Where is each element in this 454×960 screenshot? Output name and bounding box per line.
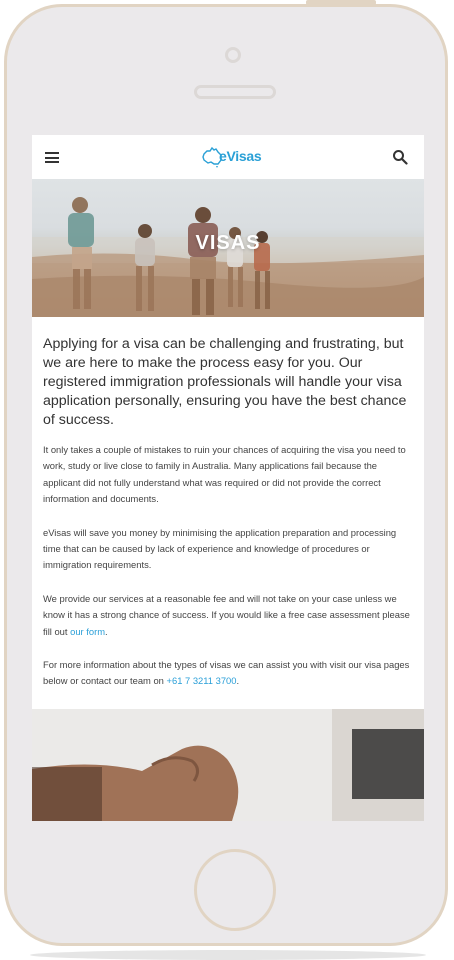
menu-icon[interactable] [45, 152, 59, 163]
phone-home-button[interactable] [194, 849, 276, 931]
paragraph-services [43, 591, 415, 640]
handshake-image [32, 709, 424, 821]
phone-link[interactable]: +61 7 3211 3700 [166, 675, 237, 687]
paragraph-services-text: We provide our services at a reasonable fee and will not take on your case unless we know it has a strong chance of success. If you would like a free case assessment please fill out [43, 592, 410, 637]
site-logo[interactable] [200, 144, 260, 170]
logo-text: eVisas [219, 148, 262, 164]
phone-speaker [194, 85, 276, 99]
hero-title: VISAS [195, 232, 261, 254]
intro-text: Applying for a visa can be challenging and frustrating, but we are here to make the process easy for you. Our registered immigration professionals will handle your visa application personally, ensuring you have the best chance of success. [43, 336, 407, 428]
form-link[interactable]: our form [70, 625, 106, 637]
paragraph-mistakes: It only takes a couple of mistakes to ruin your chances of acquiring the visa you need to work, study or live close to family in Australia. Many applications fail because the applicant did not fully understand what was required or did not provide the correct information and documents. [43, 444, 406, 505]
paragraph-services-end: . [105, 625, 108, 637]
paragraph-savings: eVisas will save you money by minimising the application preparation and processing time that can be caused by lack of experience and knowledge of procedures or immigration requirements. [43, 526, 397, 571]
phone-screen [32, 135, 424, 821]
paragraph-contact-end: . [236, 675, 240, 687]
paragraph-contact-text: For more information about the types of visas we can assist you with visit our visa pages below or contact our team on [43, 659, 410, 687]
site-header [32, 135, 424, 179]
phone-shadow [30, 950, 426, 960]
phone-camera [225, 47, 241, 63]
paragraph-contact [43, 657, 415, 690]
bottom-image [32, 709, 424, 821]
main-content [43, 335, 415, 707]
search-icon[interactable] [392, 149, 408, 165]
hero-banner [32, 179, 424, 317]
